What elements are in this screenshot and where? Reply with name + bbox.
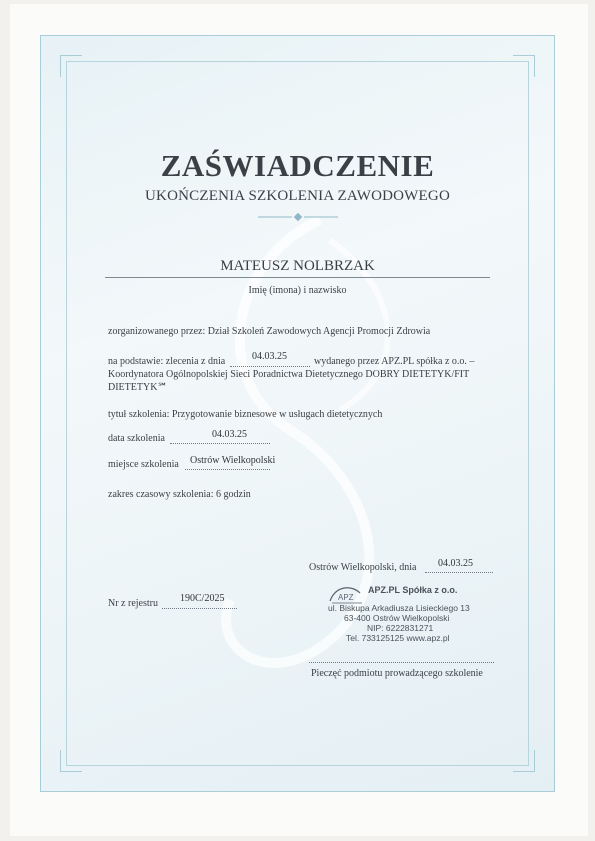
stamp-street: ul. Biskupa Arkadiusza Lisieckiego 13 bbox=[328, 603, 470, 613]
place-field bbox=[185, 469, 270, 470]
divider-ornament bbox=[258, 213, 338, 221]
certificate-subtitle: UKOŃCZENIA SZKOLENIA ZAWODOWEGO bbox=[145, 188, 450, 204]
duration-text: zakres czasowy szkolenia: 6 godzin bbox=[108, 489, 251, 500]
basis-date-value: 04.03.25 bbox=[252, 351, 287, 362]
stamp-company: APZ.PL Spółka z o.o. bbox=[368, 585, 458, 595]
name-underline bbox=[105, 277, 490, 278]
registry-value: 190C/2025 bbox=[180, 593, 225, 604]
coordinator-text: Koordynatora Ogólnopolskiej Sieci Poradnictwa Dietetycznego DOBRY DIETETYK/FIT bbox=[108, 369, 470, 380]
name-caption: Imię (imona) i nazwisko bbox=[248, 285, 347, 296]
registry-label: Nr z rejestru bbox=[108, 598, 158, 609]
basis-label: na podstawie: zlecenia z dnia bbox=[108, 356, 226, 367]
corner-ornament bbox=[513, 750, 535, 772]
place-value: Ostrów Wielkopolski bbox=[190, 455, 276, 466]
apz-logo-icon bbox=[326, 583, 366, 605]
organizer-text: zorganizowanego przez: Dział Szkoleń Zawodowych Agencji Promocji Zdrowia bbox=[108, 326, 431, 337]
issue-date-value: 04.03.25 bbox=[438, 558, 473, 569]
registry-field bbox=[162, 608, 237, 609]
date-label: data szkolenia bbox=[108, 433, 165, 444]
corner-ornament bbox=[60, 750, 82, 772]
coordinator-cont-text: DIETETYK℠ bbox=[108, 382, 168, 393]
basis-after-text: wydanego przez APZ.PL spółka z o.o. – bbox=[314, 356, 475, 367]
place-label: miejsce szkolenia bbox=[108, 459, 179, 470]
corner-ornament bbox=[513, 55, 535, 77]
training-title-text: tytuł szkolenia: Przygotowanie biznesowe w usługach dietetycznych bbox=[108, 409, 383, 420]
recipient-name: MATEUSZ NOLBRZAK bbox=[220, 258, 375, 274]
stamp-caption: Pieczęć podmiotu prowadzącego szkolenie bbox=[311, 668, 483, 679]
logo-text: APZ bbox=[338, 593, 354, 602]
certificate-title: ZAŚWIADCZENIE bbox=[160, 148, 435, 183]
date-field bbox=[170, 443, 270, 444]
date-value: 04.03.25 bbox=[212, 429, 247, 440]
stamp-contact: Tel. 733125125 www.apz.pl bbox=[346, 633, 450, 643]
corner-ornament bbox=[60, 55, 82, 77]
basis-date-field bbox=[230, 366, 310, 367]
issue-date-field bbox=[425, 572, 493, 573]
issue-place-label: Ostrów Wielkopolski, dnia bbox=[309, 562, 417, 573]
stamp-city: 63-400 Ostrów Wielkopolski bbox=[344, 613, 450, 623]
stamp-signature-line bbox=[309, 662, 494, 663]
stamp-nip: NIP: 6222831271 bbox=[367, 623, 434, 633]
